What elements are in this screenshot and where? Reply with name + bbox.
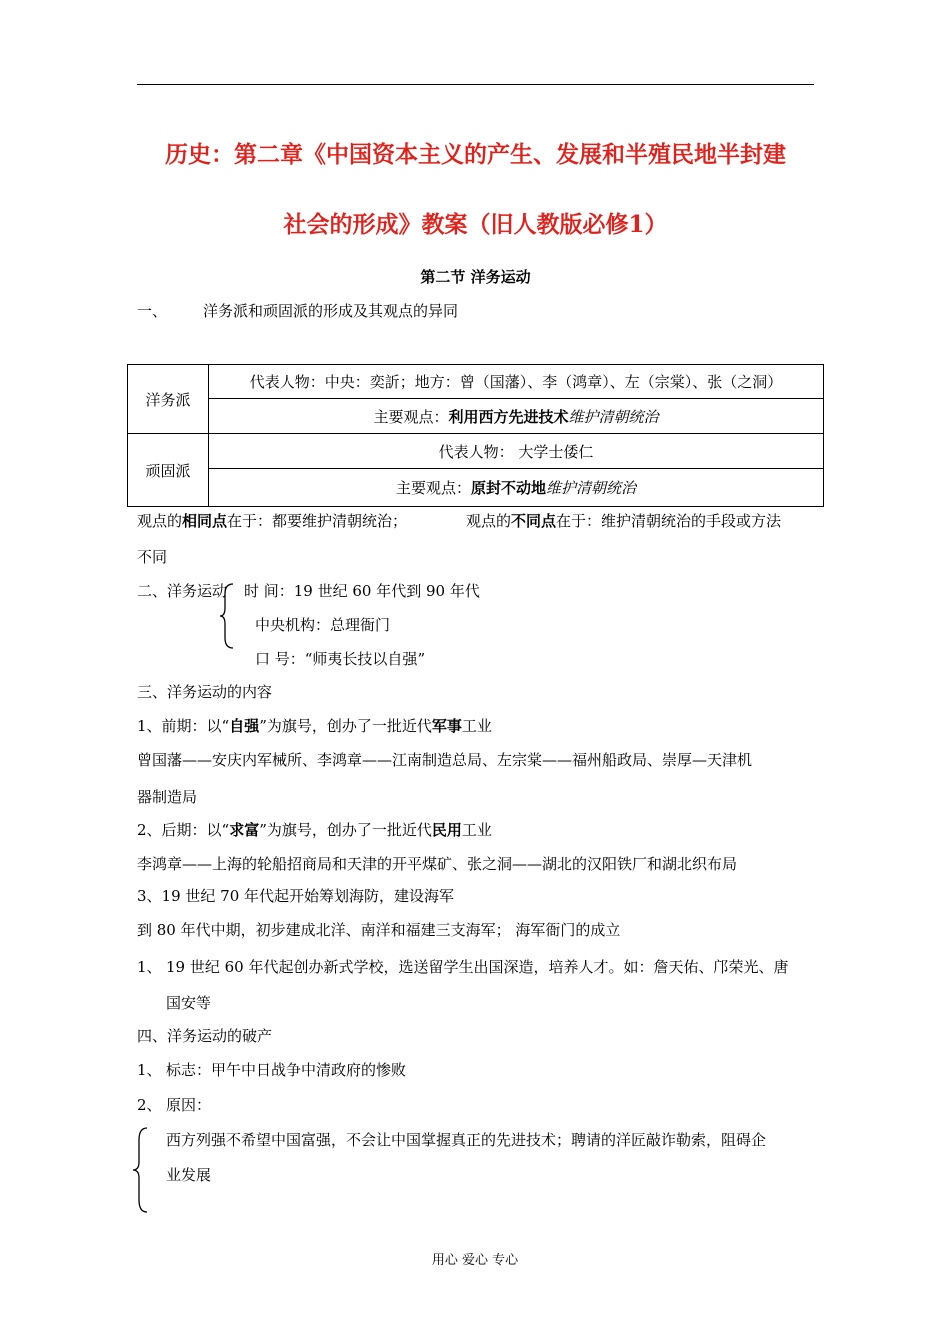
part2-heading: 二、洋务运动 bbox=[137, 582, 228, 600]
wangu-view bbox=[209, 469, 824, 507]
wangu-view-italic: 维护清朝统治 bbox=[546, 479, 637, 497]
doc-title-line1: 历史：第二章《中国资本主义的产生、发展和半殖民地半封建 bbox=[165, 141, 786, 168]
comparison-table bbox=[127, 364, 824, 507]
yangwu-view-bold: 利用西方先进技术 bbox=[448, 407, 569, 426]
part3-late-list: 李鸿章——上海的轮船招商局和天津的开平煤矿、张之洞——湖北的汉阳铁厂和湖北织布局 bbox=[137, 855, 738, 873]
part3-school-1: 19 世纪 60 年代起创办新式学校，选送留学生出国深造，培养人才。如：詹天佑、邝荣光、唐 bbox=[166, 958, 789, 976]
part4-reason-1: 西方列强不希望中国富强，不会让中国掌握真正的先进技术；聘请的洋匠敲诈勒索，阻碍企 bbox=[166, 1131, 767, 1149]
part1-number: 一、 bbox=[137, 302, 168, 320]
compare-same: 观点的相同点在于：都要维护清朝统治； bbox=[137, 512, 408, 530]
part3-school-2: 国安等 bbox=[166, 994, 212, 1012]
part3-navy-1: 3、19 世纪 70 年代起开始筹划海防，建设海军 bbox=[137, 887, 455, 905]
part3-heading: 三、洋务运动的内容 bbox=[137, 683, 273, 701]
part3-early: 1、前期：以“自强”为旗号，创办了一批近代军事工业 bbox=[137, 717, 492, 735]
brace-reason-icon bbox=[132, 1126, 150, 1214]
part3-late: 2、后期：以“求富”为旗号，创办了一批近代民用工业 bbox=[137, 821, 492, 839]
part2-agency: 中央机构：总理衙门 bbox=[255, 616, 391, 634]
part2-slogan: 口 号：“师夷长技以自强” bbox=[255, 650, 426, 668]
part3-early-list-2: 器制造局 bbox=[137, 788, 198, 806]
wangu-figures: 代表人物： 大学士倭仁 bbox=[209, 434, 824, 469]
section-title: 第二节 洋务运动 bbox=[420, 268, 531, 286]
part3-early-list-1: 曾国藩——安庆内军械所、李鸿章——江南制造总局、左宗棠——福州船政局、崇厚—天津机 bbox=[137, 751, 753, 769]
part4-sign: 标志：甲午中日战争中清政府的惨败 bbox=[166, 1061, 407, 1079]
part4-reason-number: 2、 bbox=[137, 1096, 162, 1114]
part3-school-number: 1、 bbox=[137, 958, 162, 976]
part4-heading: 四、洋务运动的破产 bbox=[137, 1027, 273, 1045]
part4-reason: 原因： bbox=[166, 1096, 212, 1114]
compare-diff: 观点的不同点在于：维护清朝统治的手段或方法 bbox=[466, 512, 782, 530]
header-rule bbox=[137, 84, 814, 85]
brace-part2-icon bbox=[219, 582, 237, 650]
part1-heading: 洋务派和顽固派的形成及其观点的异同 bbox=[203, 302, 459, 320]
part2-time: 时 间：19 世纪 60 年代到 90 年代 bbox=[244, 582, 480, 600]
part4-reason-2: 业发展 bbox=[166, 1166, 212, 1184]
wangu-view-bold: 原封不动地 bbox=[470, 479, 546, 497]
label-yangwu: 洋务派 bbox=[128, 365, 209, 434]
part4-sign-number: 1、 bbox=[137, 1061, 162, 1079]
label-wangu: 顽固派 bbox=[128, 434, 209, 507]
wangu-view-prefix: 主要观点： bbox=[395, 479, 471, 497]
page-footer: 用心 爱心 专心 bbox=[431, 1253, 519, 1268]
yangwu-view-italic: 维护清朝统治 bbox=[568, 407, 659, 426]
yangwu-view bbox=[209, 399, 824, 434]
yangwu-view-prefix: 主要观点： bbox=[373, 407, 449, 426]
compare-diff-cont: 不同 bbox=[137, 548, 168, 566]
yangwu-figures: 代表人物：中央：奕訢；地方：曾（国藩）、李（鸿章）、左（宗棠）、张（之洞） bbox=[209, 365, 824, 399]
part3-navy-2: 到 80 年代中期，初步建成北洋、南洋和福建三支海军； 海军衙门的成立 bbox=[137, 921, 621, 939]
doc-title-line2: 社会的形成》教案（旧人教版必修1） bbox=[283, 211, 668, 238]
